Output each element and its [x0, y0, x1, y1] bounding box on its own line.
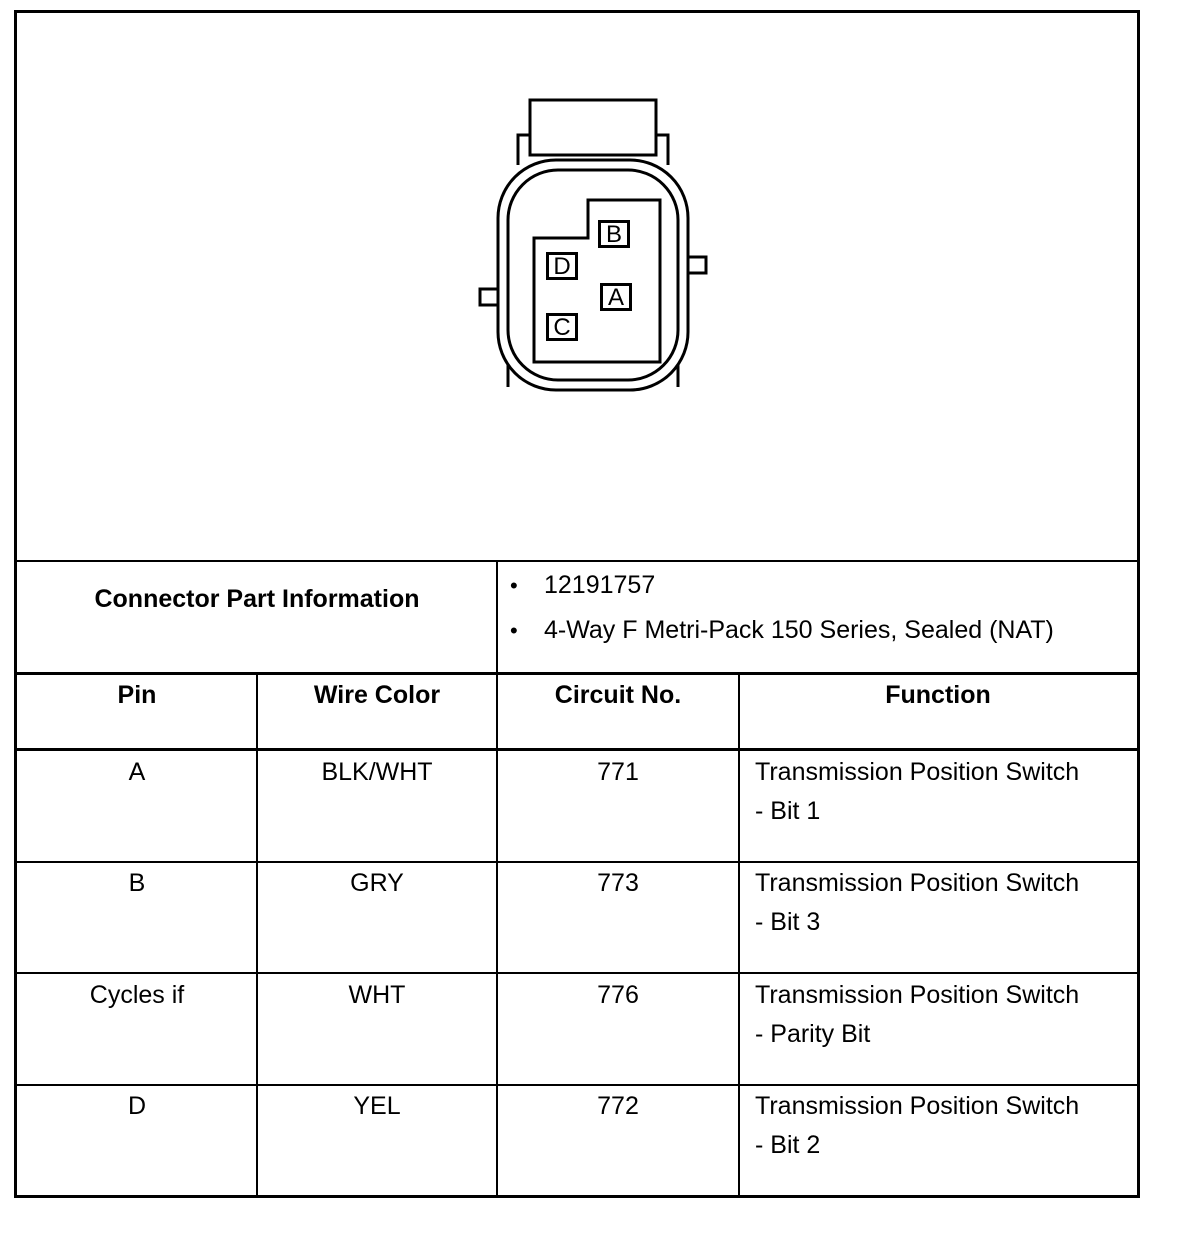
- grid-line: [16, 861, 1138, 863]
- table-cell-wire-color: GRY: [350, 869, 404, 897]
- table-cell-function-detail: - Bit 3: [755, 908, 821, 936]
- grid-line: [16, 748, 1138, 751]
- table-cell-pin: Cycles if: [89, 981, 185, 1009]
- table-cell-function-detail: - Bit 1: [755, 797, 821, 825]
- table-cell-circuit: 773: [597, 869, 639, 897]
- connector-part-number: 12191757: [544, 571, 656, 599]
- grid-line: [16, 560, 1138, 562]
- table-cell-pin: B: [128, 869, 146, 897]
- table-cell-function: Transmission Position Switch: [755, 981, 1080, 1009]
- table-cell-function: Transmission Position Switch: [755, 758, 1080, 786]
- pin-label-a: A: [600, 283, 632, 311]
- table-cell-pin: A: [128, 758, 146, 786]
- connector-latch: [530, 100, 656, 155]
- connector-info-label: Connector Part Information: [94, 585, 420, 613]
- table-cell-pin: D: [127, 1092, 147, 1120]
- grid-line: [16, 1084, 1138, 1086]
- grid-line: [16, 972, 1138, 974]
- table-cell-wire-color: WHT: [348, 981, 406, 1009]
- table-cell-function: Transmission Position Switch: [755, 1092, 1080, 1120]
- bullet-icon: •: [510, 573, 518, 598]
- connector-side-tab-left: [480, 289, 498, 305]
- table-cell-function: Transmission Position Switch: [755, 869, 1080, 897]
- connector-side-tab-right: [688, 257, 706, 273]
- grid-line: [738, 672, 740, 1196]
- table-cell-wire-color: BLK/WHT: [321, 758, 433, 786]
- table-cell-circuit: 776: [597, 981, 639, 1009]
- header-function: Function: [885, 681, 991, 709]
- table-cell-circuit: 771: [597, 758, 639, 786]
- pin-label-b: B: [598, 220, 630, 248]
- bullet-icon: •: [510, 618, 518, 643]
- grid-line: [16, 672, 1138, 675]
- connector-description: 4-Way F Metri-Pack 150 Series, Sealed (NAT): [544, 616, 1054, 644]
- header-pin: Pin: [117, 681, 157, 709]
- table-cell-wire-color: YEL: [353, 1092, 401, 1120]
- pin-label-d: D: [546, 252, 578, 280]
- header-wire-color: Wire Color: [313, 681, 441, 709]
- pin-label-c: C: [546, 313, 578, 341]
- table-cell-function-detail: - Bit 2: [755, 1131, 821, 1159]
- table-cell-circuit: 772: [597, 1092, 639, 1120]
- table-cell-function-detail: - Parity Bit: [755, 1020, 871, 1048]
- header-circuit-no: Circuit No.: [554, 681, 682, 709]
